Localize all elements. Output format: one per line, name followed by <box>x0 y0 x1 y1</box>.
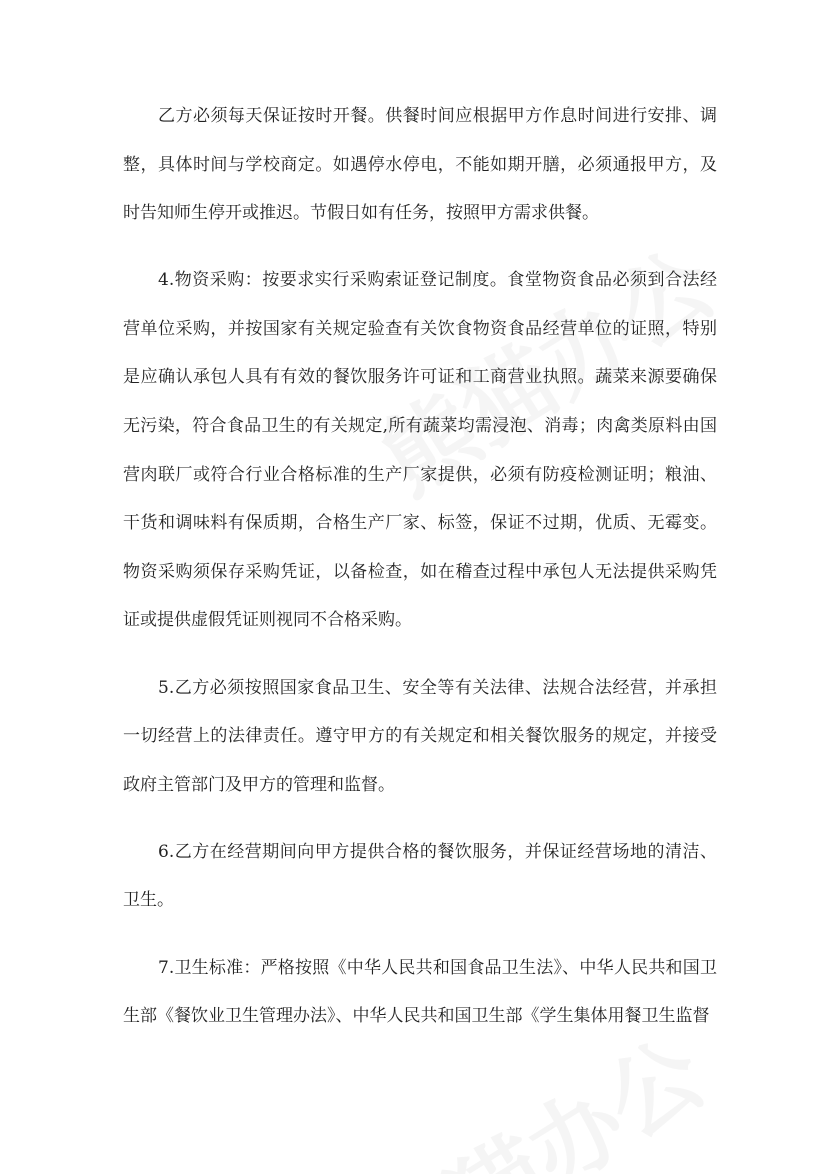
paragraph-hygiene-standard: 7.卫生标准：严格按照《中华人民共和国食品卫生法》、中华人民共和国卫生部《餐饮业卫生管理办法》、中华人民共和国卫生部《学生集体用餐卫生监督 <box>123 957 717 1027</box>
paragraph-service-quality: 6.乙方在经营期间向甲方提供合格的餐饮服务，并保证经营场地的清洁、卫生。 <box>123 841 717 911</box>
paragraph-legal-compliance: 5.乙方必须按照国家食品卫生、安全等有关法律、法规合法经营，并承担一切经营上的法律责任。遵守甲方的有关规定和相关餐饮服务的规定，并接受政府主管部门及甲方的管理和监督。 <box>123 677 717 795</box>
paragraph-meal-service: 乙方必须每天保证按时开餐。供餐时间应根据甲方作息时间进行安排、调整，具体时间与学校商定。如遇停水停电，不能如期开膳，必须通报甲方，及时告知师生停开或推迟。节假日如有任务，按照甲方需求供餐。 <box>123 106 717 224</box>
document-body <box>123 92 717 1059</box>
paragraph-material-procurement: 4.物资采购：按要求实行采购索证登记制度。食堂物资食品必须到合法经营单位采购，并按国家有关规定验查有关饮食物资食品经营单位的证照，特别是应确认承包人具有有效的餐饮服务许可证和工商营业执照。蔬菜来源要确保无污染，符合食品卫生的有关规定,所有蔬菜均需浸泡、消毒；肉禽类原料由国营肉联厂或符合行业合格标准的生产厂家提供，必须有防疫检测证明；粮油、干货和调味料有保质期，合格生产厂家、标签，保证不过期，优质、无霉变。物资采购须保存采购凭证，以备检查，如在稽查过程中承包人无法提供采购凭证或提供虚假凭证则视同不合格采购。 <box>123 270 717 631</box>
